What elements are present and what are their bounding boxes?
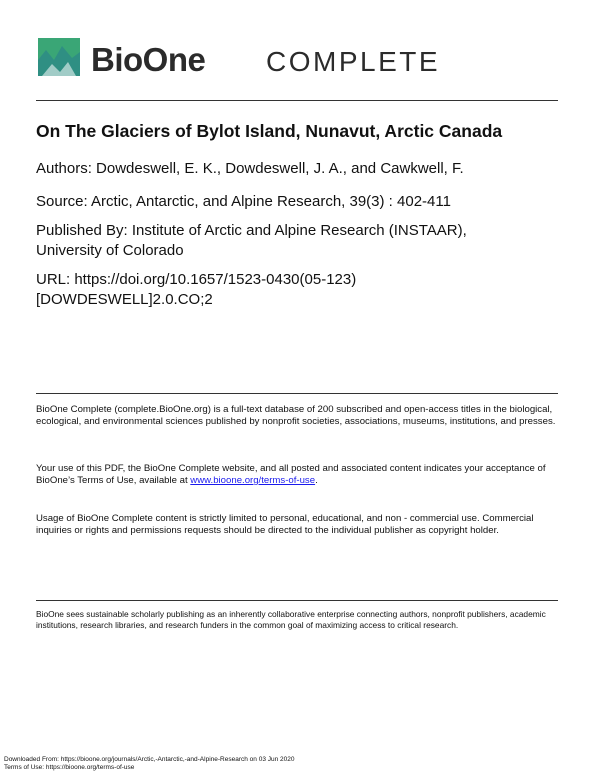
mission-divider [36, 600, 558, 601]
terms-of-use-link[interactable]: www.bioone.org/terms-of-use [190, 475, 316, 486]
mission-statement: BioOne sees sustainable scholarly publishing as an inherently collaborative enterprise connecting authors, nonprofit publishers, academic institutions, research libraries, and research funders in the common goal of maximizing access to critical research. [36, 609, 546, 630]
article-publisher [36, 221, 566, 261]
info-paragraph-database: BioOne Complete (complete.BioOne.org) is a full-text database of 200 subscribed and open-access titles in the biological, ecological, and environmental sciences published by nonprofit societies, associations, museums, institutions, and presses. [36, 404, 556, 427]
url-line-2: [DOWDESWELL]2.0.CO;2 [36, 291, 213, 308]
info-paragraph-terms [36, 463, 556, 487]
article-url [36, 270, 566, 310]
logo-brand-light: COMPLETE [266, 46, 441, 77]
bioone-logo [38, 38, 441, 78]
url-line-1: URL: https://doi.org/10.1657/1523-0430(05-123) [36, 271, 357, 288]
logo-brand-bold: BioOne [91, 41, 206, 78]
publisher-line-1: Published By: Institute of Arctic and Alpine Research (INSTAAR), [36, 222, 467, 239]
article-source: Source: Arctic, Antarctic, and Alpine Research, 39(3) : 402-411 [36, 193, 451, 210]
terms-text: Your use of this PDF, the BioOne Complete website, and all posted and associated content indicates your acceptance of BioOne’s Terms of Use, available at [36, 463, 546, 486]
terms-info: Terms of Use: https://bioone.org/terms-of-use [4, 764, 135, 771]
terms-text-end: . [315, 475, 318, 486]
publisher-line-2: University of Colorado [36, 242, 184, 259]
article-authors: Authors: Dowdeswell, E. K., Dowdeswell, J. A., and Cawkwell, F. [36, 160, 464, 177]
header-divider [36, 100, 558, 101]
download-info: Downloaded From: https://bioone.org/journals/Arctic,-Antarctic,-and-Alpine-Research on 03 Jun 2020 [4, 756, 295, 763]
info-paragraph-usage: Usage of BioOne Complete content is strictly limited to personal, educational, and non - commercial use. Commercial inquiries or rights and permissions requests should be directed to the individual publisher as copyright holder. [36, 513, 534, 536]
article-title: On The Glaciers of Bylot Island, Nunavut, Arctic Canada [36, 121, 503, 141]
bioone-mountain-icon [38, 38, 80, 76]
info-divider [36, 393, 558, 394]
